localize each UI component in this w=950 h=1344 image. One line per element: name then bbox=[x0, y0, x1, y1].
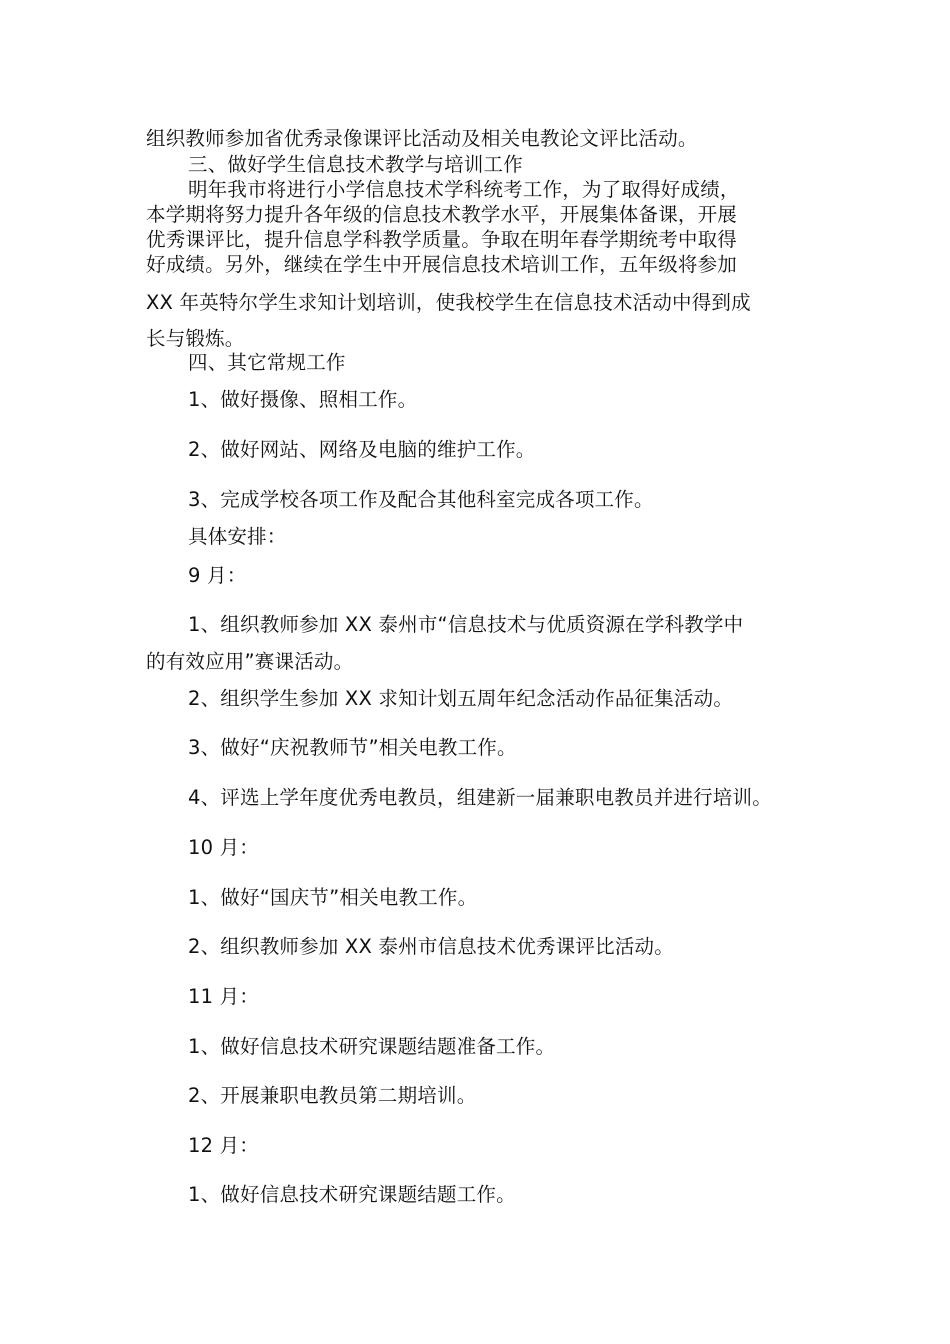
list-item: 4、评选上学年度优秀电教员，组建新一届兼职电教员并进行培训。 bbox=[188, 786, 772, 809]
subheading: 具体安排： bbox=[188, 525, 287, 548]
list-item: 3、完成学校各项工作及配合其他科室完成各项工作。 bbox=[188, 488, 654, 511]
paragraph-line: 明年我市将进行小学信息技术学科统考工作，为了取得好成绩， bbox=[188, 178, 740, 201]
paragraph-line: 本学期将努力提升各年级的信息技术教学水平，开展集体备课，开展 bbox=[146, 203, 738, 226]
list-item: 1、组织教师参加 XX 泰州市“信息技术与优质资源在学科教学中 bbox=[188, 613, 744, 636]
section-heading: 三、做好学生信息技术教学与培训工作 bbox=[188, 153, 523, 176]
month-heading: 10 月： bbox=[188, 836, 260, 859]
list-item: 2、组织教师参加 XX 泰州市信息技术优秀课评比活动。 bbox=[188, 935, 674, 958]
list-item: 2、做好网站、网络及电脑的维护工作。 bbox=[188, 438, 536, 461]
section-heading: 四、其它常规工作 bbox=[188, 351, 346, 374]
paragraph-line: 优秀课评比，提升信息学科教学质量。争取在明年春学期统考中取得 bbox=[146, 228, 738, 251]
paragraph-line: XX 年英特尔学生求知计划培训，使我校学生在信息技术活动中得到成 bbox=[146, 291, 751, 314]
month-heading: 12 月： bbox=[188, 1134, 260, 1157]
list-item: 3、做好“庆祝教师节”相关电教工作。 bbox=[188, 736, 517, 759]
paragraph-line: 长与锻炼。 bbox=[146, 327, 245, 350]
list-item-continuation: 的有效应用”赛课活动。 bbox=[146, 650, 354, 673]
list-item: 2、组织学生参加 XX 求知计划五周年纪念活动作品征集活动。 bbox=[188, 687, 734, 710]
paragraph-line: 组织教师参加省优秀录像课评比活动及相关电教论文评比活动。 bbox=[146, 127, 698, 150]
list-item: 1、做好摄像、照相工作。 bbox=[188, 388, 418, 411]
month-heading: 9 月： bbox=[188, 564, 247, 587]
paragraph-line: 好成绩。另外，继续在学生中开展信息技术培训工作，五年级将参加 bbox=[146, 253, 738, 276]
list-item: 1、做好信息技术研究课题结题准备工作。 bbox=[188, 1035, 556, 1058]
list-item: 1、做好信息技术研究课题结题工作。 bbox=[188, 1183, 516, 1206]
list-item: 1、做好“国庆节”相关电教工作。 bbox=[188, 886, 478, 909]
list-item: 2、开展兼职电教员第二期培训。 bbox=[188, 1084, 477, 1107]
month-heading: 11 月： bbox=[188, 985, 260, 1008]
